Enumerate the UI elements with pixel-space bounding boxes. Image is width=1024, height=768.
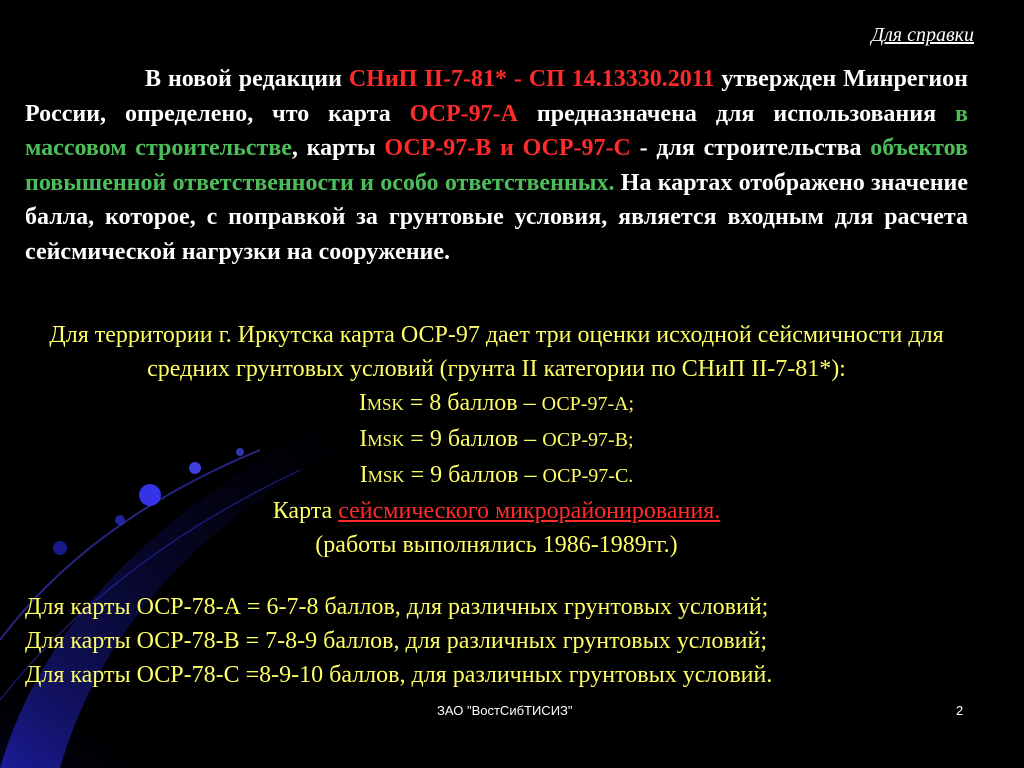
p1-text-1: В новой редакции [145, 66, 349, 92]
estimate-row [25, 422, 968, 458]
p1-maps-b-c: ОСР-97-В и ОСР-97-С [384, 135, 631, 161]
paragraph-main [25, 62, 968, 269]
page-number: 2 [956, 703, 964, 718]
intensity-scale: MSK [367, 467, 405, 486]
estimate-row [25, 458, 968, 494]
intensity-scale: MSK [367, 431, 405, 450]
intensity-symbol: I [359, 426, 368, 452]
intensity-symbol: I [359, 462, 368, 488]
p1-map-a: ОСР-97-А [409, 100, 518, 127]
estimate-row [25, 386, 968, 422]
works-period: (работы выполнялись 1986-1989гг.) [315, 532, 678, 558]
osr78-line: Для карты ОСР-78-А = 6-7-8 баллов, для различных грунтовых условий; [25, 594, 769, 620]
p1-text-4: , карты [291, 135, 385, 161]
p1-mass-construction: в массовом строительстве [25, 100, 968, 161]
intensity-scale: MSK [366, 395, 404, 414]
intensity-map: ОСР-97-С. [542, 465, 634, 487]
microzoning-line [25, 494, 968, 528]
intensity-map: ОСР-97-А; [541, 393, 635, 415]
p1-high-responsibility: объектов повышенной ответственности и особо ответственных. [25, 135, 969, 196]
irkutsk-section [25, 318, 968, 562]
osr78-line: Для карты ОСР-78-С =8-9-10 баллов, для различных грунтовых условий. [25, 662, 773, 688]
irkutsk-intro: Для территории г. Иркутска карта ОСР-97 дает три оценки исходной сейсмичности для средних грунтовых условий (грунта II категории по СНиП II-7-81*): [49, 322, 944, 382]
intensity-value: = 8 баллов – [403, 390, 542, 416]
intensity-value: = 9 баллов – [404, 426, 543, 452]
p1-text-2: утвержден Минрегион России, определено, что карта [25, 66, 969, 127]
footer-company: ЗАО "ВостСибТИСИЗ" [437, 703, 573, 718]
intensity-map: ОСР-97-В; [542, 429, 634, 451]
p1-text-5: - для строительства [630, 135, 871, 161]
map-label: Карта [272, 498, 339, 524]
osr78-line: Для карты ОСР-78-В = 7-8-9 баллов, для различных грунтовых условий; [25, 628, 768, 654]
reference-label: Для справки [871, 24, 974, 46]
intensity-symbol: I [358, 390, 367, 416]
p1-text-3: предназначена для использования [517, 100, 956, 127]
p1-text-6: На картах отображено значение балла, которое, с поправкой за грунтовые условия, является входным для расчета сейсмической нагрузки на сооружение. [25, 169, 968, 265]
p1-snip-reference: СНиП II-7-81* - СП 14.13330.2011 [348, 66, 715, 92]
osr78-list [25, 590, 985, 692]
intensity-value: = 9 баллов – [404, 462, 543, 488]
microzoning-link[interactable]: сейсмического микрорайонирования. [338, 498, 721, 524]
